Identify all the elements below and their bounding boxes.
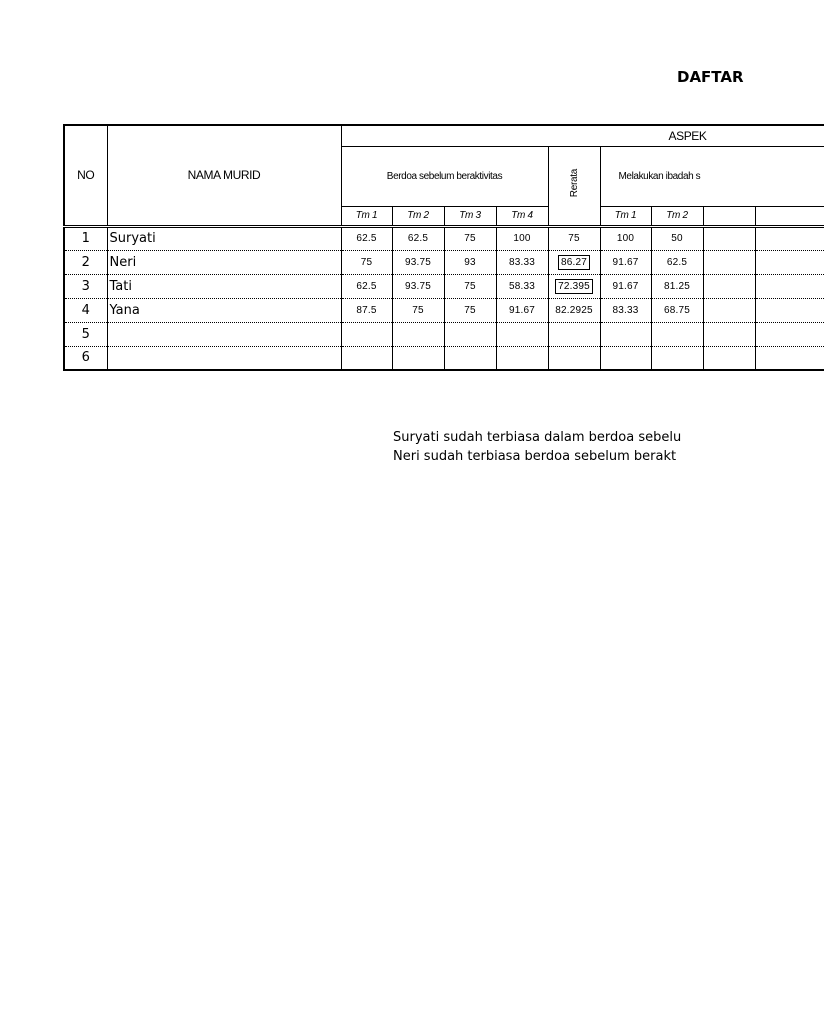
- subheader-tm2: Tm 2: [392, 206, 444, 226]
- row-no: 5: [64, 322, 107, 346]
- row-g2-tm2: [651, 346, 703, 370]
- row-g2-tm3: [703, 322, 755, 346]
- subheader-tm3: Tm 3: [444, 206, 496, 226]
- row-tm4: 100: [496, 226, 548, 250]
- row-tm4: [496, 322, 548, 346]
- row-tm1: 62.5: [341, 226, 392, 250]
- row-g2-tm1: 91.67: [600, 250, 651, 274]
- row-g2-tm3: [703, 298, 755, 322]
- row-tm2: 93.75: [392, 274, 444, 298]
- header-ibadah: Melakukan ibadah s: [600, 146, 824, 206]
- row-g2-tm1: 91.67: [600, 274, 651, 298]
- row-tm2: [392, 346, 444, 370]
- header-berdoa: Berdoa sebelum beraktivitas: [341, 146, 548, 206]
- row-g2-tm2: 62.5: [651, 250, 703, 274]
- row-rerata: [548, 346, 600, 370]
- row-g2-tm1: [600, 322, 651, 346]
- table-row: [64, 250, 824, 274]
- row-tm3: [444, 322, 496, 346]
- row-g2-tm4: [755, 298, 824, 322]
- row-name: Neri: [107, 250, 341, 274]
- row-tm4: [496, 346, 548, 370]
- comment-line: Neri sudah terbiasa berdoa sebelum berakt: [393, 449, 677, 464]
- row-g2-tm4: [755, 250, 824, 274]
- subheader-tm1: Tm 1: [341, 206, 392, 226]
- row-rerata: [548, 250, 600, 274]
- row-no: 2: [64, 250, 107, 274]
- row-tm1: [341, 322, 392, 346]
- header-aspek: ASPEK: [341, 125, 824, 146]
- table-row: [64, 346, 824, 370]
- row-tm1: [341, 346, 392, 370]
- assessment-table: [63, 124, 824, 371]
- row-g2-tm4: [755, 322, 824, 346]
- row-tm2: 75: [392, 298, 444, 322]
- row-g2-tm2: 81.25: [651, 274, 703, 298]
- row-g2-tm2: 50: [651, 226, 703, 250]
- subheader-g2-tm3: [703, 206, 755, 226]
- row-rerata: [548, 322, 600, 346]
- header-rerata: [548, 146, 600, 226]
- subheader-g2-tm4: [755, 206, 824, 226]
- row-g2-tm1: 100: [600, 226, 651, 250]
- row-name: Yana: [107, 298, 341, 322]
- row-tm1: 75: [341, 250, 392, 274]
- row-g2-tm2: [651, 322, 703, 346]
- row-tm4: 83.33: [496, 250, 548, 274]
- row-name: [107, 346, 341, 370]
- row-g2-tm3: [703, 274, 755, 298]
- row-g2-tm3: [703, 346, 755, 370]
- row-g2-tm1: [600, 346, 651, 370]
- table-row: [64, 226, 824, 250]
- row-g2-tm2: 68.75: [651, 298, 703, 322]
- row-no: 1: [64, 226, 107, 250]
- row-tm2: 62.5: [392, 226, 444, 250]
- row-tm4: 58.33: [496, 274, 548, 298]
- row-g2-tm4: [755, 346, 824, 370]
- row-tm3: 75: [444, 226, 496, 250]
- row-tm3: 75: [444, 298, 496, 322]
- row-tm1: 87.5: [341, 298, 392, 322]
- row-g2-tm4: [755, 274, 824, 298]
- rerata-value: 86.27: [558, 255, 590, 270]
- table-row: [64, 274, 824, 298]
- row-tm4: 91.67: [496, 298, 548, 322]
- table-row: [64, 322, 824, 346]
- row-name: Tati: [107, 274, 341, 298]
- row-tm3: 75: [444, 274, 496, 298]
- row-name: Suryati: [107, 226, 341, 250]
- row-tm3: [444, 346, 496, 370]
- row-no: 6: [64, 346, 107, 370]
- row-rerata: 82.2925: [548, 298, 600, 322]
- rerata-label: Rerata: [568, 168, 580, 198]
- row-tm2: [392, 322, 444, 346]
- row-g2-tm3: [703, 250, 755, 274]
- page-title: DAFTAR: [677, 68, 744, 86]
- header-nama-murid: NAMA MURID: [107, 125, 341, 226]
- subheader-tm4: Tm 4: [496, 206, 548, 226]
- row-tm2: 93.75: [392, 250, 444, 274]
- row-g2-tm4: [755, 226, 824, 250]
- row-g2-tm1: 83.33: [600, 298, 651, 322]
- rerata-value: 72.395: [555, 279, 593, 294]
- table-row: [64, 298, 824, 322]
- row-rerata: [548, 274, 600, 298]
- row-g2-tm3: [703, 226, 755, 250]
- header-no: NO: [64, 125, 107, 226]
- row-no: 3: [64, 274, 107, 298]
- comment-line: Suryati sudah terbiasa dalam berdoa sebelu: [393, 430, 682, 445]
- row-tm3: 93: [444, 250, 496, 274]
- row-name: [107, 322, 341, 346]
- subheader-g2-tm1: Tm 1: [600, 206, 651, 226]
- row-no: 4: [64, 298, 107, 322]
- subheader-g2-tm2: Tm 2: [651, 206, 703, 226]
- assessment-table-viewport: [63, 124, 707, 376]
- row-tm1: 62.5: [341, 274, 392, 298]
- comments-block: [393, 428, 702, 466]
- row-rerata: 75: [548, 226, 600, 250]
